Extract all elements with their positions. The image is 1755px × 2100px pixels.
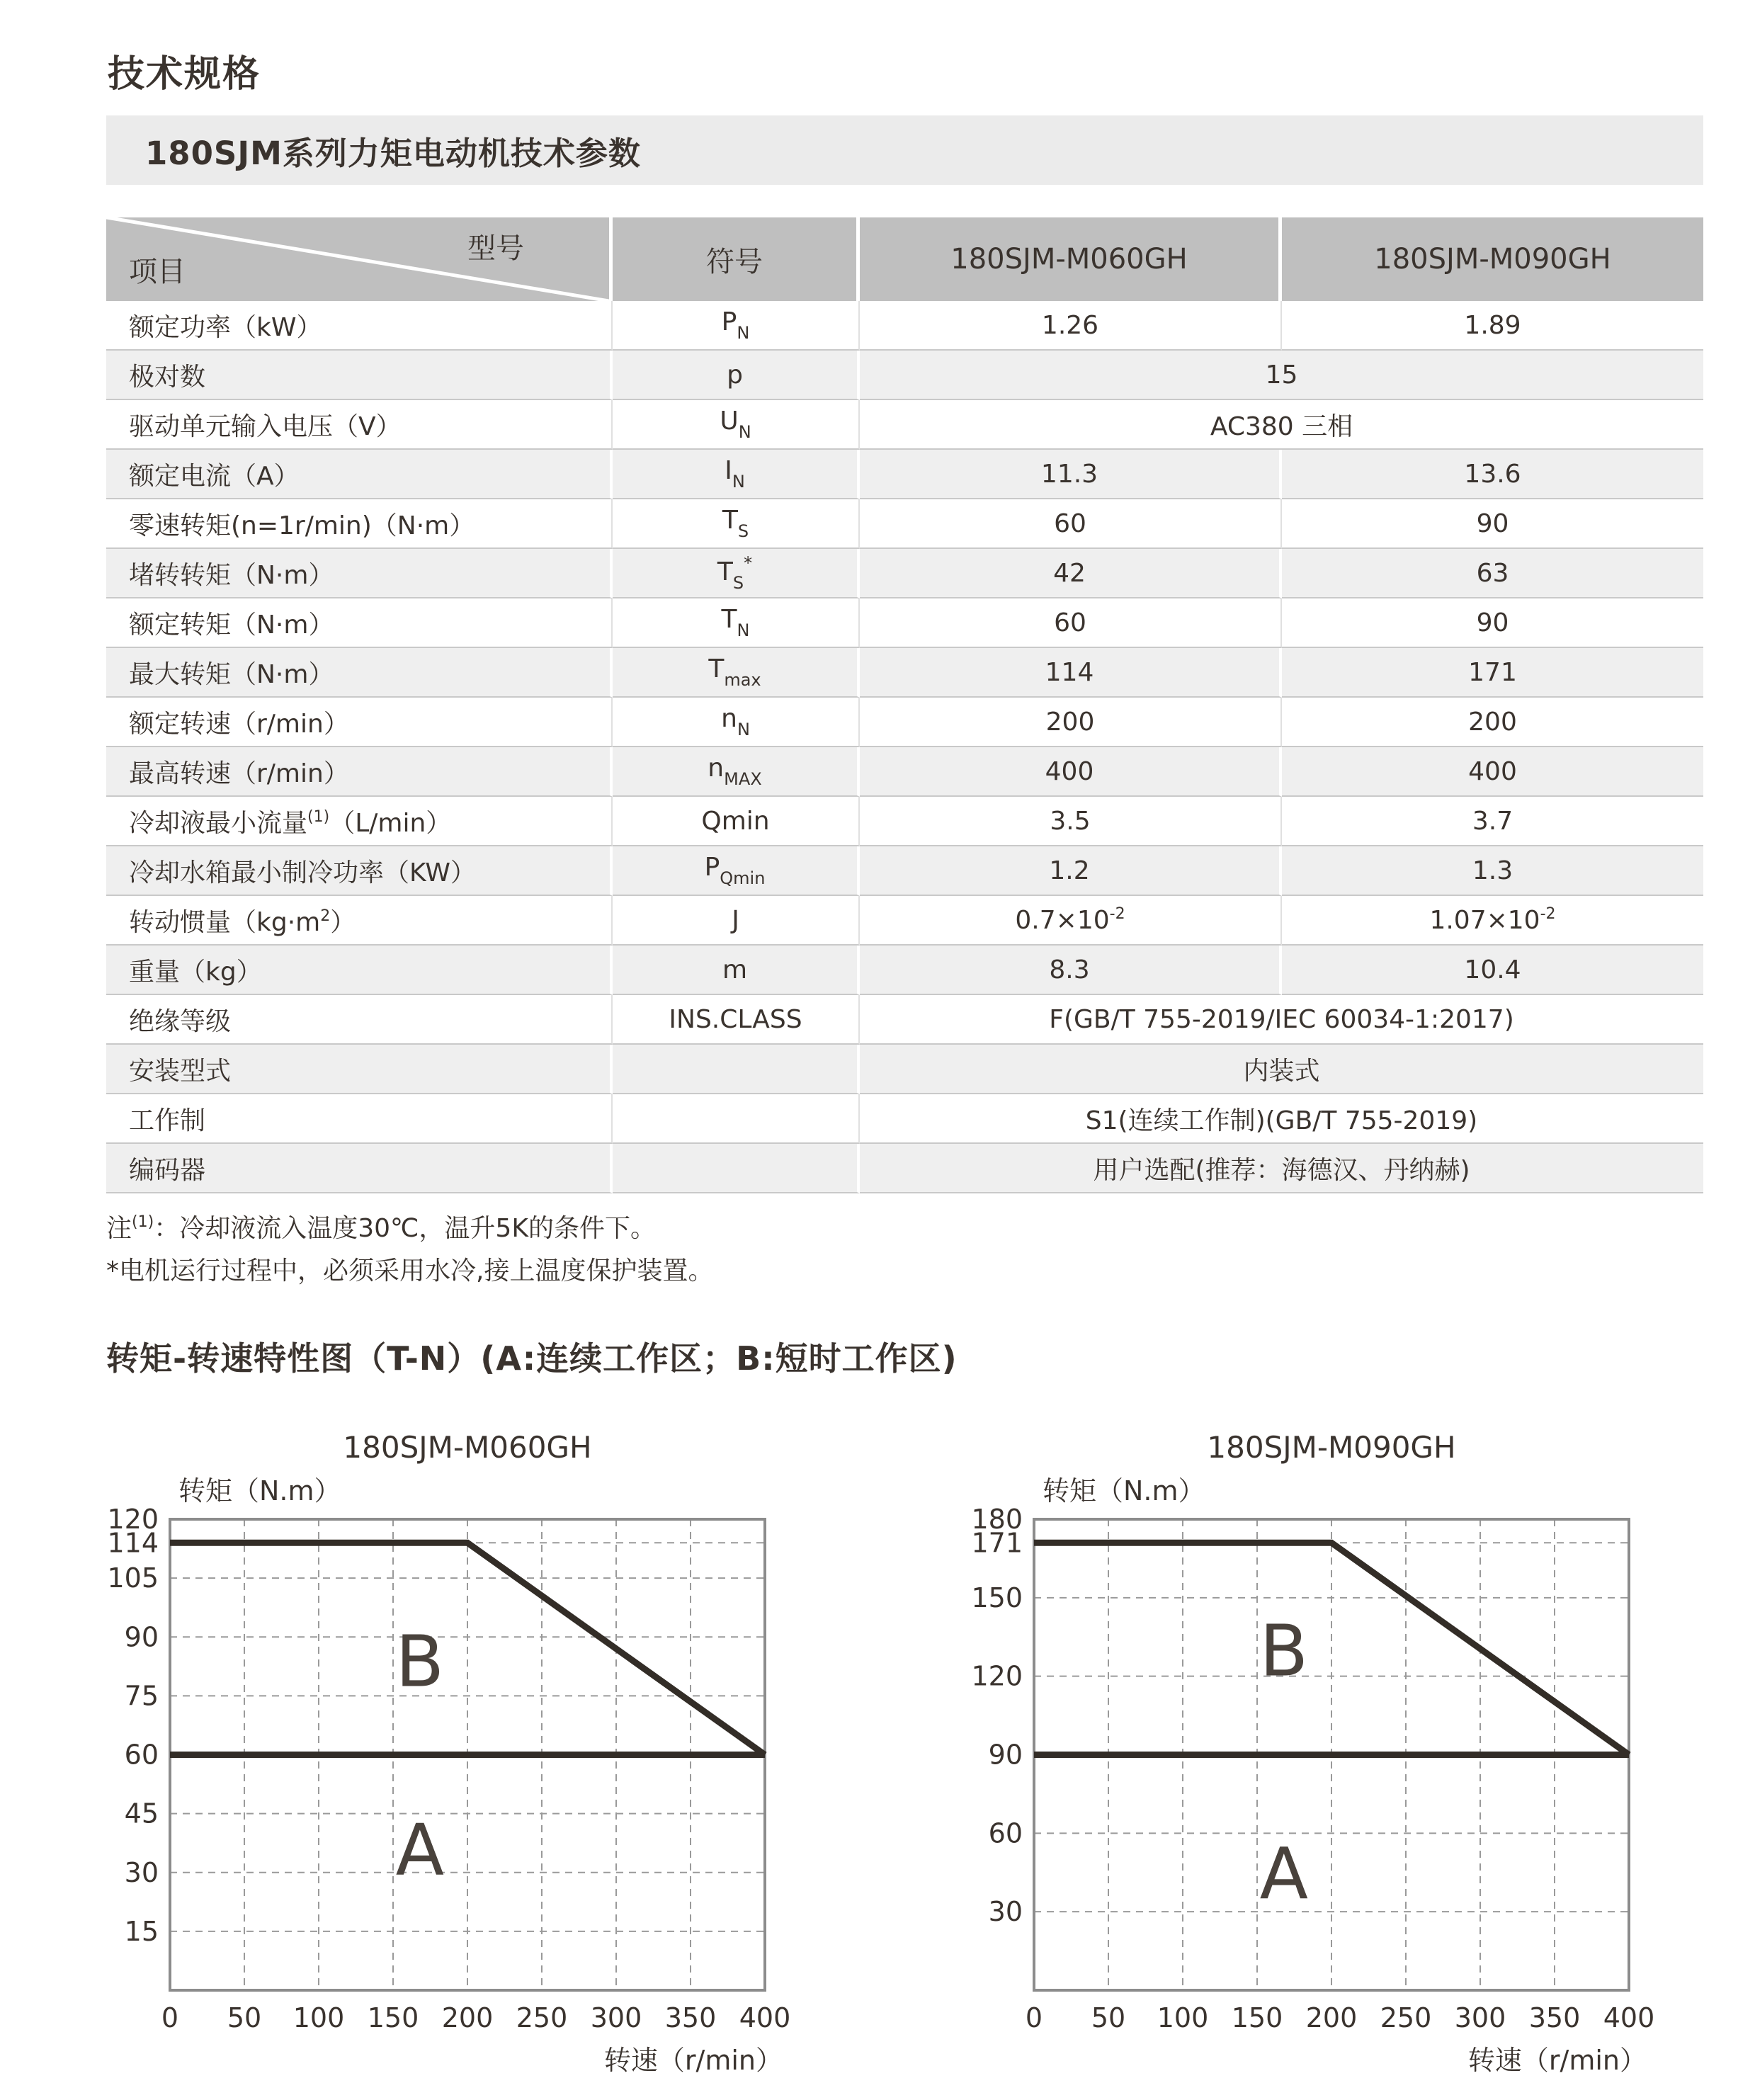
item-cell: 极对数 xyxy=(106,351,613,400)
svg-text:200: 200 xyxy=(441,2002,494,2033)
symbol-cell: INS.CLASS xyxy=(613,995,860,1045)
svg-text:150: 150 xyxy=(1231,2002,1283,2033)
value-cell-1: 171 xyxy=(1282,648,1703,698)
symbol-cell xyxy=(613,1144,860,1193)
region-label-B: B xyxy=(1259,1609,1309,1693)
value-cell-1: 1.3 xyxy=(1282,846,1703,896)
spec-row-14 xyxy=(106,995,1703,1045)
svg-text:300: 300 xyxy=(590,2002,642,2033)
svg-text:120: 120 xyxy=(107,1504,159,1535)
value-cell-0: 1.2 xyxy=(860,846,1282,896)
symbol-cell xyxy=(613,1045,860,1094)
svg-text:90: 90 xyxy=(124,1621,159,1653)
item-cell: 冷却水箱最小制冷功率（KW） xyxy=(106,846,613,896)
spec-row-4 xyxy=(106,499,1703,549)
symbol-cell: $P_{Qmin}$ xyxy=(613,846,860,896)
footnote-2: *电机运行过程中，必须采用水冷,接上温度保护装置。 xyxy=(106,1256,714,1285)
symbol-cell: $T_N$ xyxy=(613,598,860,648)
spec-row-13 xyxy=(106,946,1703,995)
svg-text:60: 60 xyxy=(124,1739,159,1771)
column-header-m090gh: 180SJM-M090GH xyxy=(1282,217,1703,301)
symbol-cell: p xyxy=(613,351,860,400)
spec-row-8 xyxy=(106,698,1703,747)
svg-text:90: 90 xyxy=(988,1739,1023,1771)
corner-header-cell xyxy=(106,217,613,301)
section-banner xyxy=(106,115,1703,185)
value-cell-1: $1.07\times 10^{-2}$ xyxy=(1282,896,1703,946)
symbol-cell: $P_N$ xyxy=(613,301,860,351)
value-cell-1: 400 xyxy=(1282,747,1703,797)
value-cell-0: 42 xyxy=(860,549,1282,598)
value-cell-0: 11.3 xyxy=(860,450,1282,499)
y-axis-title: 转矩（N.m） xyxy=(1043,1475,1205,1506)
value-cell-merged: S1(连续工作制)(GB/T 755-2019) xyxy=(860,1094,1703,1144)
region-label-A: A xyxy=(1259,1832,1309,1915)
value-cell-0: $0.7\times 10^{-2}$ xyxy=(860,896,1282,946)
item-cell: 零速转矩(n=1r/min)（N·m） xyxy=(106,499,613,549)
item-cell: 最高转速（r/min） xyxy=(106,747,613,797)
spec-row-16 xyxy=(106,1094,1703,1144)
svg-text:150: 150 xyxy=(971,1582,1023,1613)
spec-row-3 xyxy=(106,450,1703,499)
spec-row-0 xyxy=(106,301,1703,351)
svg-text:105: 105 xyxy=(107,1562,159,1594)
svg-text:180: 180 xyxy=(971,1504,1023,1535)
svg-text:0: 0 xyxy=(1025,2002,1043,2033)
symbol-cell: J xyxy=(613,896,860,946)
value-cell-merged: 15 xyxy=(860,351,1703,400)
spec-row-10 xyxy=(106,797,1703,846)
value-cell-0: 8.3 xyxy=(860,946,1282,995)
tick-labels xyxy=(971,1504,1654,2033)
spec-table-wrap xyxy=(106,217,1703,1193)
x-axis-title: 转速（r/min） xyxy=(603,2045,783,2076)
item-cell: 转动惯量$(kg\cdot m^2)$ xyxy=(106,896,613,946)
value-cell-0: 60 xyxy=(860,598,1282,648)
spec-row-11 xyxy=(106,846,1703,896)
value-cell-1: 200 xyxy=(1282,698,1703,747)
column-header-symbol: 符号 xyxy=(613,217,860,301)
value-cell-0: 200 xyxy=(860,698,1282,747)
value-cell-1: 90 xyxy=(1282,499,1703,549)
spec-row-2 xyxy=(106,400,1703,450)
value-cell-0: 60 xyxy=(860,499,1282,549)
svg-text:300: 300 xyxy=(1454,2002,1506,2033)
spec-row-5 xyxy=(106,549,1703,598)
item-cell: 编码器 xyxy=(106,1144,613,1193)
symbol-cell xyxy=(613,1094,860,1144)
value-cell-merged: AC380 三相 xyxy=(860,400,1703,450)
spec-row-9 xyxy=(106,747,1703,797)
value-cell-merged: 内装式 xyxy=(860,1045,1703,1094)
charts-section-heading: 转矩-转速特性图（T-N）(A:连续工作区；B:短时工作区) xyxy=(106,1339,958,1378)
corner-label-model: 型号 xyxy=(467,232,524,265)
symbol-cell: $T_S$ xyxy=(613,499,860,549)
item-cell: 额定转速（r/min） xyxy=(106,698,613,747)
svg-text:75: 75 xyxy=(124,1680,159,1712)
page-title: 技术规格 xyxy=(108,53,261,96)
spec-row-15 xyxy=(106,1045,1703,1094)
svg-text:30: 30 xyxy=(124,1856,159,1888)
value-cell-merged: 用户选配(推荐：海德汉、丹纳赫) xyxy=(860,1144,1703,1193)
value-cell-1: 63 xyxy=(1282,549,1703,598)
corner-label-item: 项目 xyxy=(129,256,186,288)
value-cell-merged: F(GB/T 755-2019/IEC 60034-1:2017) xyxy=(860,995,1703,1045)
spec-row-17 xyxy=(106,1144,1703,1193)
tn-chart-180sjm-m060gh xyxy=(99,1424,871,2096)
spec-row-7 xyxy=(106,648,1703,698)
svg-text:150: 150 xyxy=(367,2002,419,2033)
y-axis-title: 转矩（N.m） xyxy=(178,1475,341,1506)
value-cell-1: 3.7 xyxy=(1282,797,1703,846)
symbol-cell: $n_N$ xyxy=(613,698,860,747)
symbol-cell: m xyxy=(613,946,860,995)
symbol-cell: $T_{max}$ xyxy=(613,648,860,698)
value-cell-1: 1.89 xyxy=(1282,301,1703,351)
x-axis-title: 转速（r/min） xyxy=(1467,2045,1647,2076)
spec-row-6 xyxy=(106,598,1703,648)
value-cell-1: 13.6 xyxy=(1282,450,1703,499)
value-cell-0: 114 xyxy=(860,648,1282,698)
item-cell: 额定电流（A） xyxy=(106,450,613,499)
svg-text:114: 114 xyxy=(107,1527,159,1559)
item-cell: 额定转矩（N·m） xyxy=(106,598,613,648)
item-cell: 重量（kg） xyxy=(106,946,613,995)
value-cell-1: 10.4 xyxy=(1282,946,1703,995)
svg-text:400: 400 xyxy=(739,2002,791,2033)
item-cell: 最大转矩（N·m） xyxy=(106,648,613,698)
section-banner-title: 180SJM系列力矩电动机技术参数 xyxy=(145,134,641,172)
item-cell: 额定功率（kW） xyxy=(106,301,613,351)
symbol-cell: $T_S^*$ xyxy=(613,549,860,598)
symbol-cell: $U_N$ xyxy=(613,400,860,450)
symbol-cell: $n_{MAX}$ xyxy=(613,747,860,797)
item-cell: 堵转转矩（N·m） xyxy=(106,549,613,598)
item-cell: 工作制 xyxy=(106,1094,613,1144)
svg-text:100: 100 xyxy=(292,2002,345,2033)
svg-text:350: 350 xyxy=(664,2002,717,2033)
region-label-B: B xyxy=(395,1620,445,1703)
svg-text:30: 30 xyxy=(988,1896,1023,1928)
svg-text:0: 0 xyxy=(161,2002,179,2033)
svg-text:100: 100 xyxy=(1157,2002,1209,2033)
svg-text:350: 350 xyxy=(1528,2002,1581,2033)
item-cell: 绝缘等级 xyxy=(106,995,613,1045)
svg-text:45: 45 xyxy=(124,1798,159,1829)
value-cell-0: 1.26 xyxy=(860,301,1282,351)
item-cell: 冷却液最小流量$^{(1)}$（L/min） xyxy=(106,797,613,846)
svg-text:50: 50 xyxy=(1091,2002,1126,2033)
svg-text:250: 250 xyxy=(1380,2002,1432,2033)
tn-chart-180sjm-m090gh xyxy=(963,1424,1714,2096)
svg-text:50: 50 xyxy=(227,2002,262,2033)
value-cell-1: 90 xyxy=(1282,598,1703,648)
svg-text:60: 60 xyxy=(988,1817,1023,1849)
region-label-A: A xyxy=(395,1808,445,1892)
item-cell: 安装型式 xyxy=(106,1045,613,1094)
spec-row-1 xyxy=(106,351,1703,400)
svg-text:250: 250 xyxy=(516,2002,568,2033)
tick-labels xyxy=(107,1504,790,2033)
footnote-1-superscript: (1) xyxy=(132,1213,154,1231)
column-header-m060gh: 180SJM-M060GH xyxy=(860,217,1282,301)
svg-text:120: 120 xyxy=(971,1660,1023,1692)
symbol-cell: Qmin xyxy=(613,797,860,846)
chart-title: 180SJM-M090GH xyxy=(1207,1430,1456,1465)
svg-text:200: 200 xyxy=(1305,2002,1358,2033)
spec-table-header-row xyxy=(106,217,1703,301)
footnote-1: 注$^{(1)}$：冷却液流入温度30℃，温升5K的条件下。 xyxy=(106,1213,656,1243)
value-cell-0: 3.5 xyxy=(860,797,1282,846)
value-cell-0: 400 xyxy=(860,747,1282,797)
chart-title: 180SJM-M060GH xyxy=(343,1430,592,1465)
svg-text:171: 171 xyxy=(971,1527,1023,1559)
svg-text:15: 15 xyxy=(124,1915,159,1947)
symbol-cell: $I_N$ xyxy=(613,450,860,499)
item-cell: 驱动单元输入电压（V） xyxy=(106,400,613,450)
spec-table xyxy=(106,217,1703,1193)
svg-text:400: 400 xyxy=(1603,2002,1655,2033)
spec-row-12 xyxy=(106,896,1703,946)
